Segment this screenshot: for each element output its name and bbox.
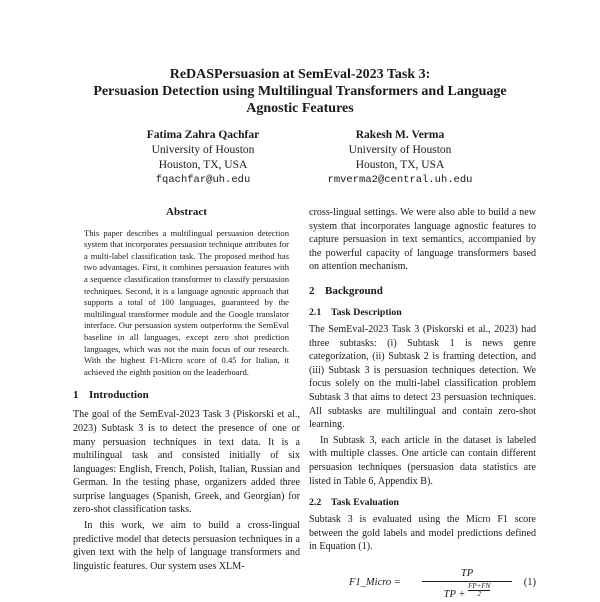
- fraction-bar: [422, 581, 512, 582]
- section-heading-introduction: [73, 388, 300, 402]
- equation-lhs: F1_Micro =: [349, 576, 401, 588]
- title-line-1: ReDASPersuasion at SemEval-2023 Task 3:: [169, 67, 431, 82]
- subsection-title: Task Evaluation: [331, 497, 399, 509]
- subsection-heading-task-description: [309, 306, 536, 319]
- intro-paragraph-1: The goal of the SemEval-2023 Task 3 (Piskorski et al., 2023) Subtask 3 is to detect the presence of one or many persuasion techniques in text data. It is a multilingual task and consisted initially of six languages: English, French, Polish, Italian, Russian and German. In the testing phase, organizers added three surprise languages (Spanish, Greek, and Georgian) for zero-shot classification tasks.: [73, 409, 300, 516]
- subsection-heading-task-evaluation: [309, 496, 536, 509]
- equation-numerator: TP: [460, 567, 474, 579]
- subsection-title: Task Description: [331, 306, 402, 318]
- paper-title: [60, 66, 540, 117]
- subsection-number: 2.2: [309, 497, 322, 509]
- intro-continuation: cross-lingual settings. We were also able to build a new system that incorporates language agnostic features to capture persuasion in text semantics, accompanied by the powerful capacity of language transformers based on attention mechanism.: [309, 207, 536, 273]
- title-line-2: Persuasion Detection using Multilingual Transformers and Language: [93, 84, 507, 99]
- abstract-heading: Abstract: [166, 206, 207, 218]
- section-title: Background: [325, 284, 383, 297]
- right-column: [309, 206, 536, 602]
- equation-number: (1): [523, 576, 536, 588]
- section-number: 1: [73, 389, 79, 402]
- author-affiliation: University of Houston: [348, 144, 452, 156]
- author-email[interactable]: fqachfar@uh.edu: [155, 174, 251, 186]
- section-title: Introduction: [89, 389, 149, 402]
- author-location: Houston, TX, USA: [355, 159, 445, 171]
- equation-f1-micro: [309, 568, 536, 602]
- abstract-text: This paper describes a multilingual persuasion detection system that incorporates persuasion technique attributes for a multi-label classification task. The proposed method has two advantages. First, it combines persuasion features with a sequence classification transformer to classify persuasion techniques. Second, it is a language agnostic approach that supports a total of 100 languages, guaranteed by the multilingual transformer module and the Google translator interface. Our persuasion system outperforms the SemEval baseline in all languages, except zero shot prediction languages, which was not the main focus of our research. With the highest F1-Micro score of 0.45 for Italian, it achieved the eighth position on the leaderboard.: [84, 227, 289, 377]
- denominator-prefix: TP +: [443, 588, 469, 600]
- author-name: Rakesh M. Verma: [355, 129, 445, 141]
- equation-denominator: [422, 583, 512, 601]
- intro-paragraph-2: In this work, we aim to build a cross-lingual predictive model that detects persuasion techniques in a given text with the help of language transformers and linguistic features. Our system uses XLM-: [73, 520, 300, 572]
- title-line-3: Agnostic Features: [246, 101, 354, 116]
- author-email[interactable]: rmverma2@central.uh.edu: [327, 174, 473, 186]
- author-affiliation: University of Houston: [151, 144, 255, 156]
- author-block-1: [93, 128, 313, 188]
- subsection-number: 2.1: [309, 306, 322, 318]
- section-number: 2: [309, 284, 315, 297]
- subfraction-numerator: FP+FN: [468, 581, 491, 590]
- subfraction-denominator: 2: [477, 589, 481, 598]
- equation-fraction: [422, 568, 512, 601]
- author-name: Fatima Zahra Qachfar: [146, 129, 260, 141]
- left-column: [73, 205, 300, 573]
- task-description-paragraph-1: The SemEval-2023 Task 3 (Piskorski et al., 2023) had three subtasks: (i) Subtask 1 is news genre categorization, (ii) Subtask 2 is framing detection, and (iii) Subtask 3 is persuasion techniques detection. We focus solely on the multi-label classification problem Subtask 3 that aims to detect 23 persuasion techniques. All subtasks are multilingual and contain zero-shot learning.: [309, 323, 536, 431]
- task-evaluation-paragraph: Subtask 3 is evaluated using the Micro F1 score between the gold labels and model predictions defined in Equation (1).: [309, 514, 536, 553]
- task-description-paragraph-2: In Subtask 3, each article in the dataset is labeled with multiple classes. One article can contain different persuasion techniques (persuasion data statistics are listed in Table 6, Appendix B).: [309, 434, 536, 487]
- author-location: Houston, TX, USA: [158, 159, 248, 171]
- denominator-subfraction: [468, 583, 490, 598]
- author-block-2: [290, 128, 510, 188]
- section-heading-background: [309, 284, 536, 298]
